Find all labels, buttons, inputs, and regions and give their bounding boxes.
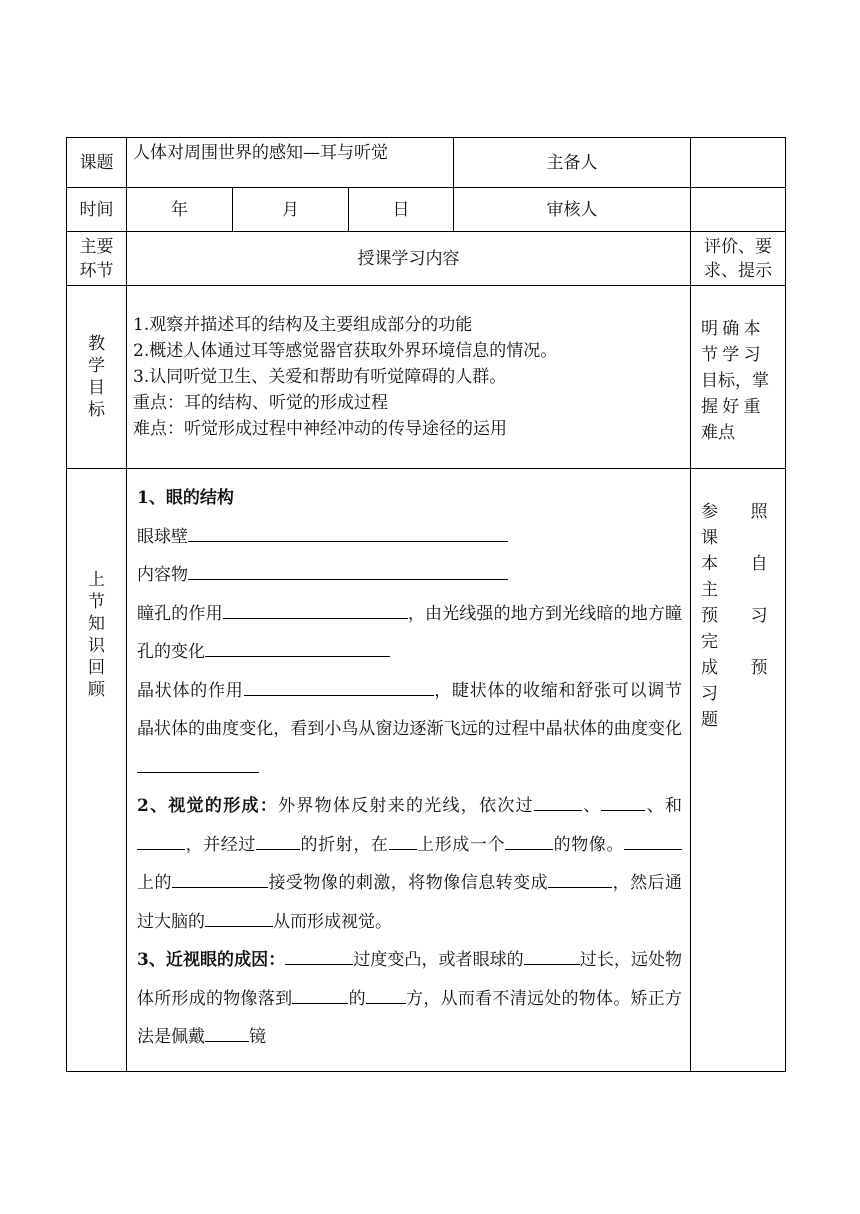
myopia-text: 的 xyxy=(348,988,366,1009)
answer-blank xyxy=(223,600,408,619)
objectives-remark xyxy=(691,286,786,469)
remark-line: 握好重 xyxy=(701,397,765,417)
review-row xyxy=(67,469,786,1072)
answer-blank xyxy=(505,831,553,850)
review-label-text: 上节知识回顾 xyxy=(88,570,105,700)
topic-row xyxy=(67,138,786,188)
answer-blank xyxy=(292,985,348,1004)
section-heading-vision-formation: 2、视觉的形成： xyxy=(137,796,279,816)
eyeball-wall-label: 眼球壁 xyxy=(137,526,188,547)
lead-preparer-value xyxy=(691,138,786,188)
objective-line: 3.认同听觉卫生、关爱和帮助有听觉障碍的人群。 xyxy=(133,367,507,387)
answer-blank xyxy=(601,792,645,811)
time-row xyxy=(67,188,786,232)
vision-text: 接受物像的刺激，将物像信息转变成 xyxy=(267,873,549,893)
lesson-plan-table xyxy=(66,137,786,1072)
remark-line: 难点 xyxy=(701,423,736,443)
vision-text: ，并经过 xyxy=(185,834,256,855)
answer-blank xyxy=(524,946,580,965)
answer-blank xyxy=(188,561,508,580)
pupil-change-text: ，由光线强的地方到光线暗的地方瞳孔的变化 xyxy=(137,603,683,662)
objectives-row xyxy=(67,286,786,469)
myopia-text: 过长，远处物体所形成的物像落到 xyxy=(137,950,683,1009)
remark-line: 成预习 xyxy=(701,658,778,704)
objectives-label xyxy=(67,286,127,469)
topic-value: 人体对周围世界的感知—耳与听觉 xyxy=(127,138,454,188)
remark-line: 明确本 xyxy=(701,319,765,339)
column-header-row xyxy=(67,232,786,286)
punctuation: 、 xyxy=(581,796,602,816)
answer-blank xyxy=(366,985,406,1004)
answer-blank xyxy=(256,831,300,850)
objective-line: 1.观察并描述耳的结构及主要组成部分的功能 xyxy=(133,315,473,335)
answer-blank xyxy=(205,908,273,927)
section-heading-eye-structure: 1、眼的结构 xyxy=(137,488,234,508)
vision-text: 从而形成视觉。 xyxy=(273,911,392,932)
section-heading-myopia-cause: 3、近视眼的成因： xyxy=(137,950,286,970)
answer-blank xyxy=(285,946,353,965)
remark-line: 参照课 xyxy=(701,502,778,548)
answer-blank xyxy=(188,523,508,542)
month-cell: 月 xyxy=(233,188,349,232)
review-label xyxy=(67,469,127,1072)
remark-line: 目标，掌 xyxy=(701,371,770,391)
vision-text: 、和 xyxy=(645,796,683,816)
answer-blank xyxy=(389,831,417,850)
answer-blank xyxy=(548,869,612,888)
answer-blank xyxy=(172,869,268,888)
myopia-text: 过度变凸，或者眼球的 xyxy=(353,950,524,970)
remark-line: 节学习 xyxy=(701,345,765,365)
lens-curvature-text: ，睫状体的收缩和舒张可以调节晶状体的曲度变化，看到小鸟从窗边逐渐飞远的过程中晶状体的曲度变化 xyxy=(137,680,683,739)
remark-header: 评价、要求、提示 xyxy=(691,232,786,286)
reviewer-value xyxy=(691,188,786,232)
myopia-text: 方，从而看不清远处的物体。矫正方法是佩戴 xyxy=(137,988,683,1047)
key-point-line: 重点：耳的结构、听觉的形成过程 xyxy=(133,393,388,413)
year-cell: 年 xyxy=(127,188,233,232)
vision-text: 上形成一个 xyxy=(416,834,506,855)
review-remark xyxy=(691,469,786,1072)
remark-line: 本自主 xyxy=(701,554,778,600)
answer-blank xyxy=(534,792,582,811)
difficulty-line: 难点：听觉形成过程中神经冲动的传导途径的运用 xyxy=(133,419,507,439)
vision-text: 上的 xyxy=(137,873,172,893)
objectives-label-text: 教学目标 xyxy=(88,334,105,420)
remark-line: 题 xyxy=(701,710,728,730)
objective-line: 2.概述人体通过耳等感觉器官获取外界环境信息的情况。 xyxy=(133,341,558,361)
time-label: 时间 xyxy=(67,188,127,232)
answer-blank xyxy=(137,831,185,850)
vision-text: 的折射，在 xyxy=(299,834,389,855)
day-cell: 日 xyxy=(349,188,454,232)
answer-blank xyxy=(205,1023,249,1042)
lens-function-text: 晶状体的作用 xyxy=(137,680,244,701)
answer-blank xyxy=(137,754,259,773)
answer-blank xyxy=(624,831,682,850)
vision-text: 的物像。 xyxy=(553,834,625,855)
lead-preparer-label: 主备人 xyxy=(454,138,691,188)
content-header: 授课学习内容 xyxy=(127,232,691,286)
myopia-text: 镜 xyxy=(249,1027,266,1047)
topic-label: 课题 xyxy=(67,138,127,188)
pupil-function-text: 瞳孔的作用 xyxy=(137,603,223,624)
section-header: 主要环节 xyxy=(67,232,127,286)
vision-text: ，然后通过大脑的 xyxy=(137,873,683,932)
vision-text: 外界物体反射来的光线，依次过 xyxy=(278,796,534,816)
eye-contents-label: 内容物 xyxy=(137,565,188,585)
answer-blank xyxy=(205,638,390,657)
answer-blank xyxy=(244,677,434,696)
remark-line: 预习完 xyxy=(701,606,778,652)
objectives-content xyxy=(127,286,691,469)
reviewer-label: 审核人 xyxy=(454,188,691,232)
review-content xyxy=(127,469,691,1072)
